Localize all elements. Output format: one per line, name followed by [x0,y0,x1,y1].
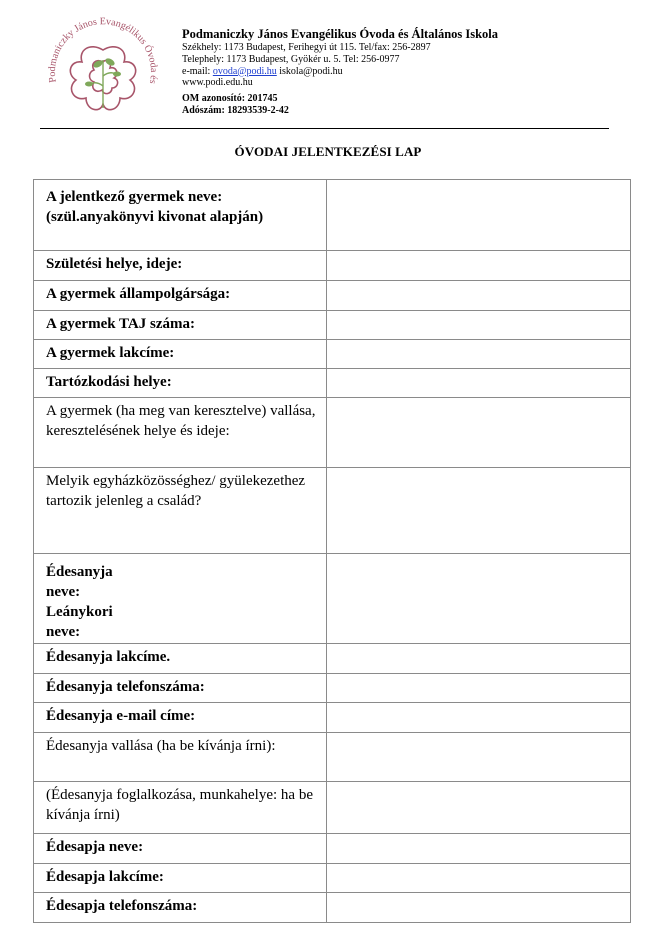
tax-id: Adószám: 18293539-2-42 [182,104,289,116]
field-value-cell[interactable] [327,782,631,834]
field-label: Tartózkodási helye: [34,369,327,398]
form-row [34,340,631,369]
email-link-ovoda[interactable]: ovoda@podi.hu [212,65,277,77]
field-label: Édesapja telefonszáma: [34,893,327,923]
field-label: Születési helye, ideje: [34,251,327,281]
form-row [34,674,631,703]
field-value-cell[interactable] [327,281,631,311]
form-row [34,180,631,251]
form-row [34,703,631,733]
school-logo [38,16,168,130]
field-label: A gyermek TAJ száma: [34,311,327,340]
field-label: Édesanyja e-mail címe: [34,703,327,733]
form-row [34,834,631,864]
form-row [34,893,631,923]
field-label: Édesanyja telefonszáma: [34,674,327,703]
application-form-table [33,179,631,923]
field-label: Édesanyja vallása (ha be kívánja írni): [34,733,327,782]
field-value-cell[interactable] [327,834,631,864]
field-value-cell[interactable] [327,340,631,369]
field-label: Édesanyja neve: Leánykori neve: [34,554,327,644]
form-row [34,554,631,644]
field-label: A gyermek lakcíme: [34,340,327,369]
school-name: Podmaniczky János Evangélikus Óvoda és Általános Iskola [182,27,499,41]
field-value-cell[interactable] [327,554,631,644]
field-label: (Édesanyja foglalkozása, munkahelye: ha be kívánja írni) [34,782,327,834]
email-line [182,66,622,78]
svg-text:Podmaniczky János Evangélikus: Podmaniczky János Evangélikus Óvoda és [46,16,160,85]
form-row [34,733,631,782]
field-label: A gyermek állampolgársága: [34,281,327,311]
form-row [34,644,631,674]
email-iskola: iskola@podi.hu [279,65,343,77]
form-row [34,864,631,893]
field-label: Melyik egyházközösséghez/ gyülekezethez tartozik jelenleg a család? [34,468,327,554]
field-value-cell[interactable] [327,311,631,340]
field-label: A gyermek (ha meg van keresztelve) vallása, keresztelésének helye és ideje: [34,398,327,468]
field-value-cell[interactable] [327,733,631,782]
field-label: Édesapja lakcíme: [34,864,327,893]
document-title: ÓVODAI JELENTKEZÉSI LAP [234,144,422,159]
field-label: Édesanyja lakcíme. [34,644,327,674]
field-value-cell[interactable] [327,674,631,703]
field-label: A jelentkező gyermek neve: (szül.anyakönyvi kivonat alapján) [34,180,327,251]
site-address: Telephely: 1173 Budapest, Gyökér u. 5. Tel: 256-0977 [182,53,400,65]
field-value-cell[interactable] [327,864,631,893]
letterhead [182,27,622,117]
form-row [34,281,631,311]
email-label: e-mail: [182,65,211,77]
seat-address: Székhely: 1173 Budapest, Ferihegyi út 115. Tel/fax: 256-2897 [182,42,431,53]
om-id: OM azonosító: 201745 [182,93,278,105]
header-divider [40,128,609,129]
field-label: Édesapja neve: [34,834,327,864]
field-value-cell[interactable] [327,251,631,281]
field-value-cell[interactable] [327,369,631,398]
form-row [34,782,631,834]
field-value-cell[interactable] [327,893,631,923]
field-value-cell[interactable] [327,644,631,674]
field-value-cell[interactable] [327,468,631,554]
field-value-cell[interactable] [327,703,631,733]
form-row [34,311,631,340]
website: www.podi.edu.hu [182,77,253,89]
form-row [34,369,631,398]
logo-seal-icon [38,16,168,130]
field-value-cell[interactable] [327,180,631,251]
form-row [34,251,631,281]
form-row [34,398,631,468]
form-row [34,468,631,554]
field-value-cell[interactable] [327,398,631,468]
